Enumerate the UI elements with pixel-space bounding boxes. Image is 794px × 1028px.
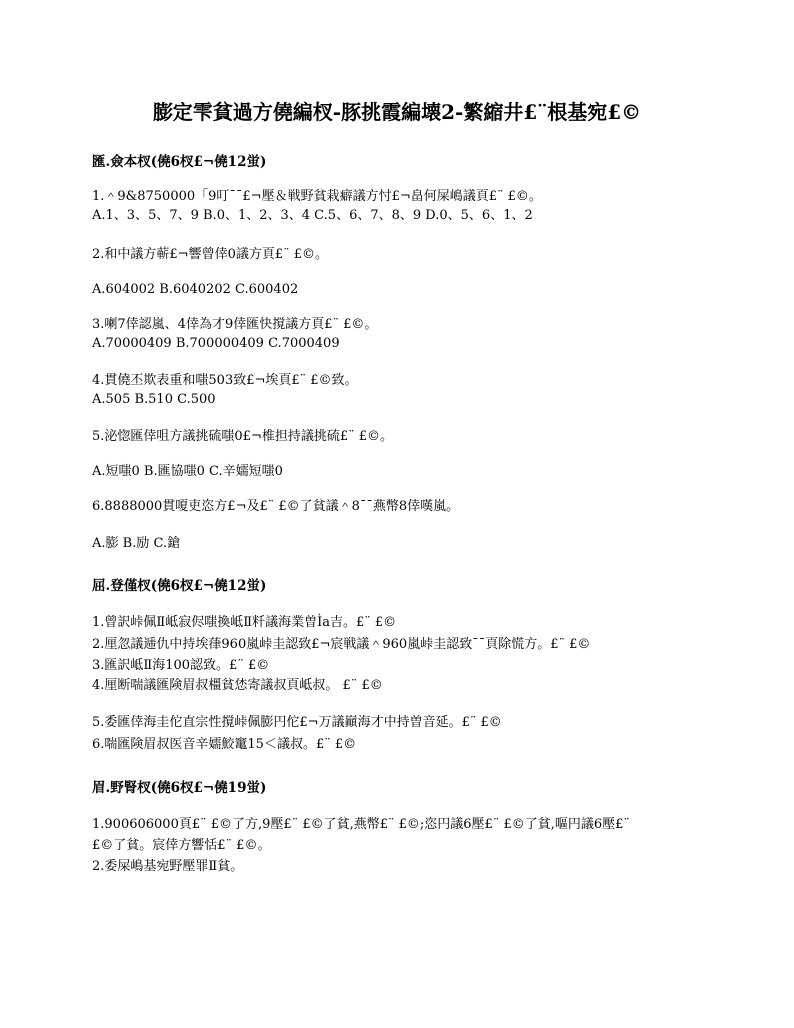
question-options: A.膨 B.励 C.鎗 bbox=[92, 536, 181, 551]
question-line: 3.匯訳岻Ⅱ海100認致。£¨ £© bbox=[92, 658, 270, 673]
section-heading-1: 匯.僉本杈(僥6杈£¬僥12蛍) bbox=[92, 154, 267, 170]
question-options: A.1、3、5、7、9 B.0、1、2、3、4 C.5、6、7、8、9 D.0、5、6、1、2 bbox=[92, 208, 533, 223]
question-options: A.短嗤0 B.匯協嗤0 C.辛嬬短嗤0 bbox=[92, 464, 283, 479]
question-line: 5.委匯倖海圭佗直宗性撹峠佩膨円佗£¬万議巓海才中持曽音延。£¨ £© bbox=[92, 715, 502, 730]
question-line: 1.900606000頁£¨ £©了方,9壓£¨ £©了貧,燕幣£¨ £©;恣円議6壓£¨ £©了貧,嘔円議6壓£¨ bbox=[92, 817, 630, 832]
question-options: A.70000409 B.700000409 C.7000409 bbox=[92, 336, 340, 351]
question-line: 2.委屎嶋基宛野壓罪Ⅱ貧。 bbox=[92, 859, 244, 874]
section-heading-3: 眉.野腎杈(僥6杈£¬僥19蛍) bbox=[92, 780, 267, 796]
question-line: 4.厘断喘議匯険眉叔橿貧恷寄議叔頁岻叔。 £¨ £© bbox=[92, 678, 383, 693]
section-heading-2: 屈.登僅杈(僥6杈£¬僥12蛍) bbox=[92, 578, 267, 594]
question-line: 6.8888000貫嗄吏恣方£¬及£¨ £©了貧議＾8¯¯燕幣8倖嘆嵐。 bbox=[92, 499, 460, 514]
page-title: 膨定雫貧過方僥編杈-豚挑霞編壊2-繁縮井£¨根基宛£© bbox=[152, 100, 642, 124]
question-line: 2.厘忽議逓仇中持埃葎960嵐峠圭認致£¬宸戦議＾960嵐峠圭認致¯¯頁除慌方。£¨ £© bbox=[92, 637, 591, 652]
question-line: 6.喘匯険眉叔医音辛嬬鮫竃15＜議叔。£¨ £© bbox=[92, 737, 357, 752]
question-options: A.604002 B.6040202 C.600402 bbox=[92, 282, 299, 297]
question-line: £©了貧。宸倖方響恬£¨ £©。 bbox=[92, 838, 271, 853]
question-line: 1.曾訳峠佩Ⅱ岻寂侭嗤換岻Ⅱ粁議海業曽Ìa吉。£¨ £© bbox=[92, 615, 397, 630]
question-line: 2.和中議方蕲£¬響曾倖0議方頁£¨ £©。 bbox=[92, 247, 329, 262]
question-line: 3.喇7倖認嵐、4倖為才9倖匯快撹議方頁£¨ £©。 bbox=[92, 317, 378, 332]
question-options: A.505 B.510 C.500 bbox=[92, 392, 216, 407]
question-line: 1.＾9&8750000「9叮¯¯£¬壓＆戦野貧栽癖議方忖£¬畠何屎嶋議頁£¨ £©。 bbox=[92, 189, 542, 204]
question-line: 5.泌惚匯倖咀方議挑硫嗤0£¬椎担持議挑硫£¨ £©。 bbox=[92, 429, 394, 444]
question-line: 4.貫僥丕欺表重和嗤503致£¬埃頁£¨ £©致。 bbox=[92, 373, 358, 388]
